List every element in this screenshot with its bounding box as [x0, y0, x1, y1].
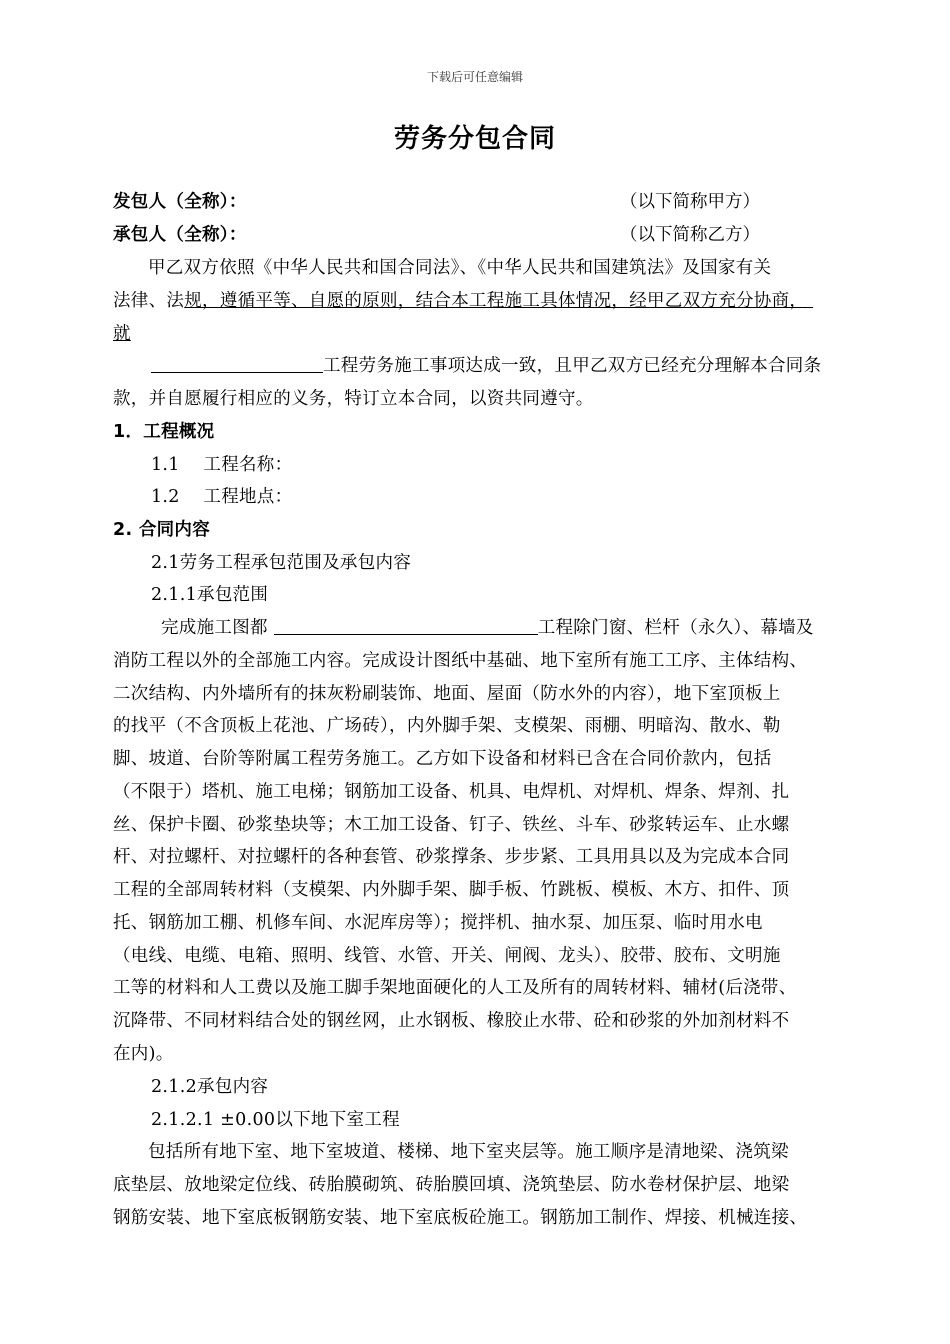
document-title: 劳务分包合同	[393, 124, 556, 154]
preamble-text-3: 就	[113, 324, 131, 344]
scope-line: 沉降带、不同材料结合处的钢丝网，止水钢板、橡胶止水带、砼和砂浆的外加剂材料不	[113, 1011, 790, 1031]
scope-line: 杆、对拉螺杆、对拉螺杆的各种套管、砂浆撑条、步步紧、工具用具以及为完成本合同	[113, 847, 790, 867]
preamble-line-5	[113, 383, 863, 415]
preamble-text-2a: 法律、法	[113, 291, 185, 311]
scope-line: 托、钢筋加工棚、机修车间、水泥库房等）；搅拌机、抽水泵、加压泵、临时用水电	[113, 913, 763, 933]
subsection-2-1-2-1: 2.1.2.1 ±0.00以下地下室工程	[151, 1110, 400, 1130]
underline-filler	[807, 291, 813, 311]
subsection-2-1: 2.1劳务工程承包范围及承包内容	[151, 553, 412, 573]
scope-line: 在内)。	[113, 1044, 174, 1064]
employer-label: 发包人（全称）：	[113, 192, 247, 212]
scope-line: 的找平（不含顶板上花池、广场砖），内外脚手架、支模架、雨棚、明暗沟、散水、勒	[113, 716, 781, 736]
project-name-item: 1.1 工程名称：	[151, 455, 293, 475]
preamble-line-3	[113, 318, 863, 350]
scope-line: （电线、电缆、电箱、照明、线管、水管、开关、闸阀、龙头）、胶带、胶布、文明施	[113, 946, 781, 966]
preamble-text-2b: 规，遵循平等、自愿的原则，结合本工程施工具体情况，经甲乙双方充分协商，	[184, 291, 808, 311]
preamble-line-2	[113, 285, 863, 317]
basement-line: 包括所有地下室、地下室坡道、楼梯、地下室夹层等。施工顺序是清地梁、浇筑梁	[148, 1142, 789, 1162]
preamble-line-1	[113, 252, 863, 284]
section-1-heading: 1．工程概况	[113, 422, 215, 442]
scope-prefix: 完成施工图都	[161, 618, 268, 638]
employer-alias: （以下简称甲方）	[620, 192, 760, 212]
section-2-heading: 2. 合同内容	[113, 520, 211, 540]
scope-line: 消防工程以外的全部施工内容。完成设计图纸中基础、地下室所有施工工序、主体结构、	[113, 651, 808, 671]
header-note: 下载后可任意编辑	[426, 70, 523, 84]
contractor-alias: （以下简称乙方）	[620, 225, 760, 245]
scope-line: （不限于）塔机、施工电梯；钢筋加工设备、机具、电焊机、对焊机、焊条、焊剂、扎	[113, 782, 790, 802]
subsection-2-1-2: 2.1.2承包内容	[151, 1077, 269, 1097]
preamble-text-1: 甲乙双方依照《中华人民共和国合同法》、《中华人民共和国建筑法》及国家有关	[148, 258, 772, 278]
contractor-label: 承包人（全称）：	[113, 225, 247, 245]
drawing-name-blank	[274, 612, 538, 635]
scope-line: 工程的全部周转材料（支模架、内外脚手架、脚手板、竹跳板、模板、木方、扣件、顶	[113, 880, 790, 900]
preamble-text-5: 款，并自愿履行相应的义务，特订立本合同，以资共同遵守。	[113, 389, 594, 409]
scope-line: 丝、保护卡圈、砂浆垫块等；木工加工设备、钉子、铁丝、斗车、砂浆转运车、止水螺	[113, 815, 790, 835]
preamble-line-4	[113, 350, 863, 382]
scope-first-line	[113, 612, 863, 644]
preamble-text-4: 工程劳务施工事项达成一致，且甲乙双方已经充分理解本合同条	[323, 356, 822, 376]
basement-line: 底垫层、放地梁定位线、砖胎膜砌筑、砖胎膜回填、浇筑垫层、防水卷材保护层、地梁	[113, 1175, 790, 1195]
scope-suffix: 工程除门窗、栏杆（永久）、幕墙及	[537, 618, 814, 638]
basement-line: 钢筋安装、地下室底板钢筋安装、地下室底板砼施工。钢筋加工制作、焊接、机械连接、	[113, 1208, 808, 1228]
subsection-2-1-1: 2.1.1承包范围	[151, 585, 269, 605]
scope-line: 二次结构、内外墙所有的抹灰粉刷装饰、地面、屋面（防水外的内容），地下室顶板上	[113, 684, 781, 704]
project-name-blank	[151, 350, 323, 373]
scope-line: 脚、坡道、台阶等附属工程劳务施工。乙方如下设备和材料已含在合同价款内，包括	[113, 749, 772, 769]
scope-line: 工等的材料和人工费以及施工脚手架地面硬化的人工及所有的周转材料、辅材(后浇带、	[113, 978, 797, 998]
project-location-item: 1.2 工程地点：	[151, 487, 293, 507]
